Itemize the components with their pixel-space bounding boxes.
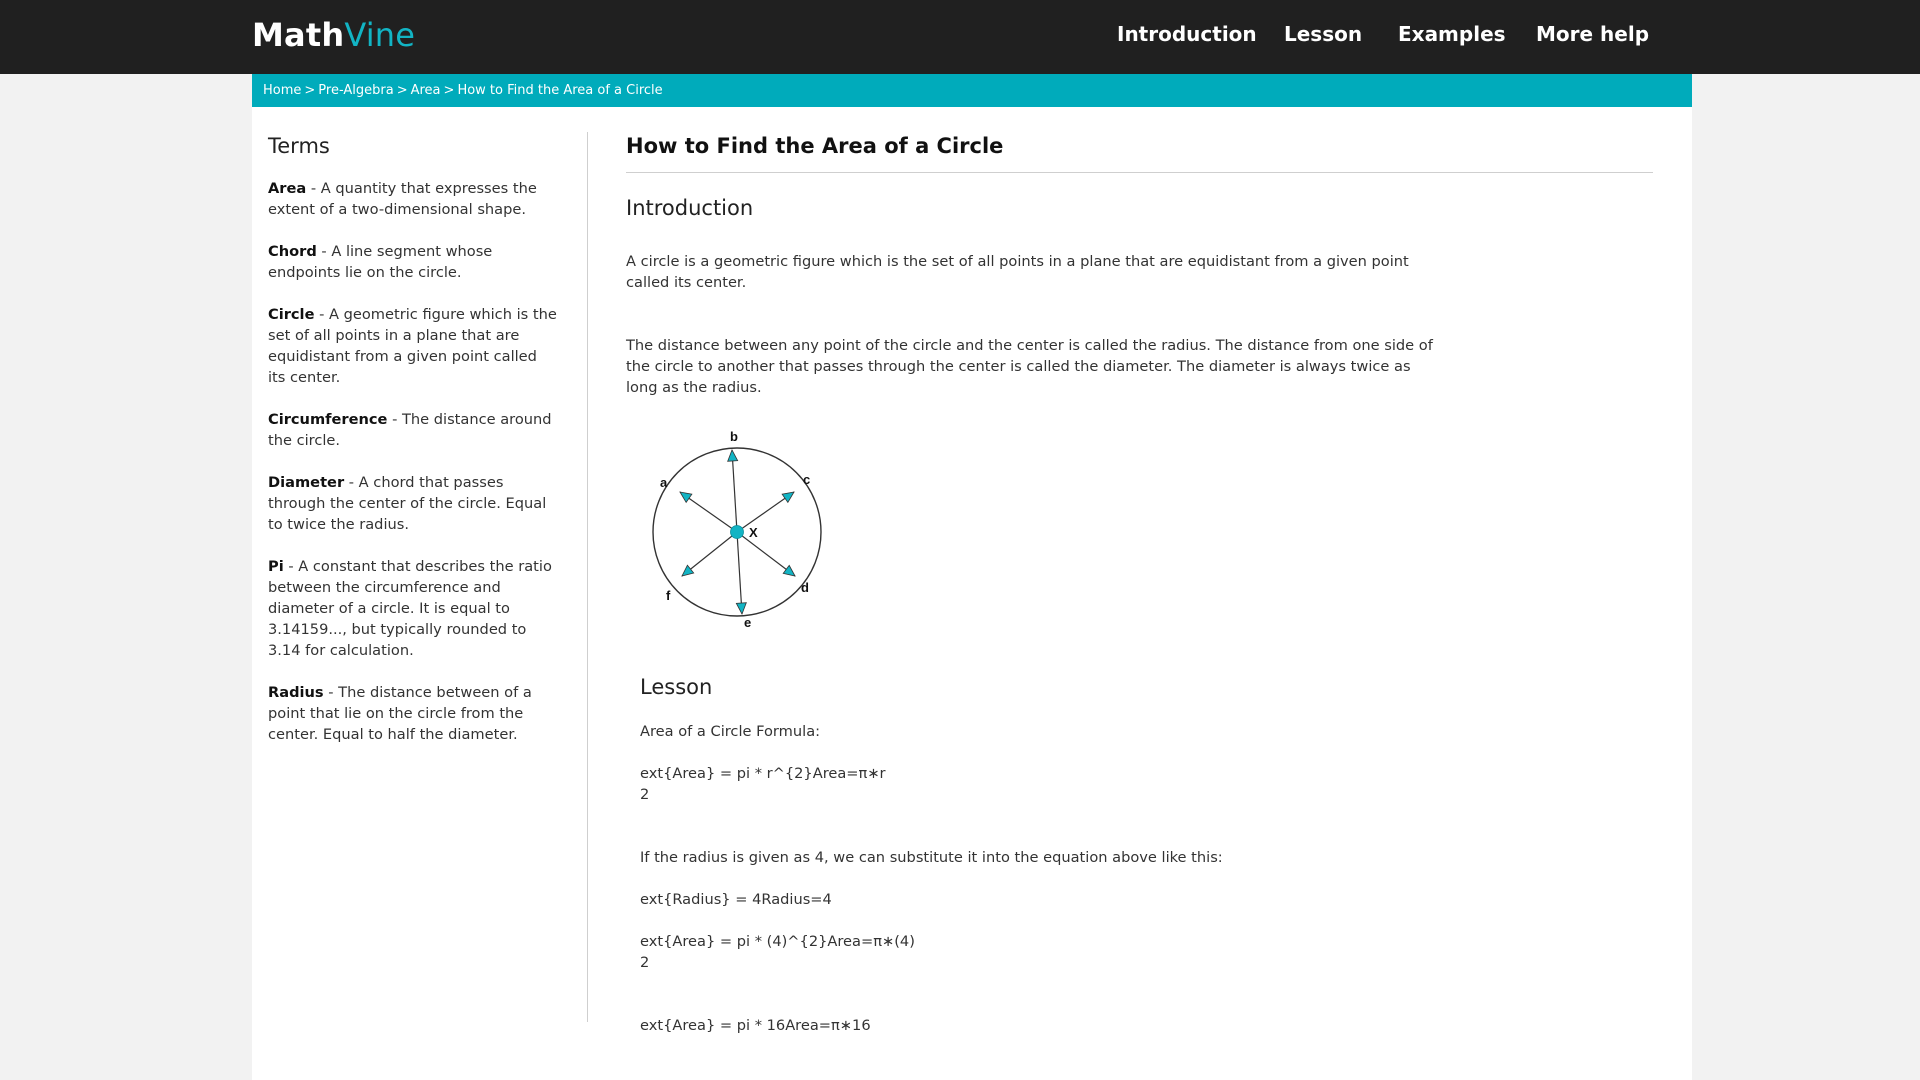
term-diameter bbox=[268, 472, 558, 535]
term-definition: - A quantity that expresses the extent of a two-dimensional shape. bbox=[268, 180, 537, 218]
area-equation-3: ext{Area} = pi * 16Area=π∗16 bbox=[640, 1017, 871, 1034]
arrowhead-f-icon bbox=[679, 565, 694, 580]
arrowhead-a-icon bbox=[677, 488, 692, 503]
term-radius bbox=[268, 682, 558, 745]
breadcrumb-separator: > bbox=[396, 83, 408, 98]
label-c: c bbox=[803, 472, 811, 487]
title-divider bbox=[626, 172, 1653, 173]
term-definition: - The distance around the circle. bbox=[268, 411, 552, 449]
content-container bbox=[252, 74, 1692, 1080]
main-content bbox=[626, 134, 1656, 1034]
label-f: f bbox=[666, 588, 671, 603]
term-name: Chord bbox=[268, 243, 317, 260]
sidebar-title: Terms bbox=[268, 134, 330, 158]
terms-sidebar bbox=[268, 134, 558, 766]
column-divider bbox=[587, 132, 588, 1022]
radius-equation: ext{Radius} = 4Radius=4 bbox=[640, 891, 832, 908]
term-area bbox=[268, 178, 558, 220]
term-definition: - The distance between of a point that lie on the circle from the center. Equal to half the diameter. bbox=[268, 684, 532, 743]
radius-line-e bbox=[737, 532, 742, 614]
term-name: Diameter bbox=[268, 474, 345, 491]
area-equation-2: ext{Area} = pi * (4)^{2}Area=π∗(4) bbox=[640, 933, 915, 950]
arrowhead-c-icon bbox=[782, 488, 797, 503]
substitute-text: If the radius is given as 4, we can substitute it into the equation above like this: bbox=[640, 849, 1223, 866]
term-pi bbox=[268, 556, 558, 661]
circle-radius-diagram bbox=[640, 426, 840, 646]
label-e: e bbox=[744, 615, 752, 630]
term-name: Radius bbox=[268, 684, 324, 701]
breadcrumb bbox=[252, 74, 1692, 107]
breadcrumb-current[interactable]: How to Find the Area of a Circle bbox=[457, 83, 663, 98]
top-navigation-bar bbox=[0, 0, 1920, 74]
term-definition: - A constant that describes the ratio between the circumference and diameter of a circle. It is equal to 3.14159..., but typically rounded to 3.14 for calculation. bbox=[268, 558, 552, 659]
formula-line: ext{Area} = pi * r^{2}Area=π∗r bbox=[640, 765, 886, 782]
arrowhead-d-icon bbox=[783, 565, 798, 580]
term-circumference bbox=[268, 409, 558, 451]
term-name: Circumference bbox=[268, 411, 388, 428]
term-name: Pi bbox=[268, 558, 284, 575]
label-a: a bbox=[660, 475, 668, 490]
breadcrumb-separator: > bbox=[443, 83, 455, 98]
arrowhead-e-icon bbox=[736, 603, 747, 615]
logo-accent-text: Vine bbox=[344, 16, 416, 54]
label-x: X bbox=[749, 525, 758, 540]
term-definition: - A geometric figure which is the set of all points in a plane that are equidistant from a given point called its center. bbox=[268, 306, 557, 386]
page-title: How to Find the Area of a Circle bbox=[626, 134, 1004, 158]
term-definition: - A chord that passes through the center of the circle. Equal to twice the radius. bbox=[268, 474, 547, 533]
main-nav bbox=[0, 22, 1920, 52]
breadcrumb-area[interactable]: Area bbox=[410, 83, 441, 98]
intro-paragraph-2: The distance between any point of the circle and the center is called the radius. The distance from one side of the circle to another that passes through the center is called the diameter. The diameter is always twice as long as the radius. bbox=[626, 337, 1433, 396]
nav-lesson[interactable]: Lesson bbox=[1284, 22, 1363, 46]
term-circle bbox=[268, 304, 558, 388]
intro-paragraph-1: A circle is a geometric figure which is the set of all points in a plane that are equidistant from a given point called its center. bbox=[626, 253, 1409, 291]
nav-more-help[interactable]: More help bbox=[1536, 22, 1650, 46]
label-d: d bbox=[801, 580, 809, 595]
introduction-heading: Introduction bbox=[626, 196, 754, 220]
radius-line-b bbox=[732, 450, 737, 532]
label-b: b bbox=[730, 429, 738, 444]
formula-exponent: 2 bbox=[640, 786, 650, 803]
formula-label: Area of a Circle Formula: bbox=[640, 723, 821, 740]
term-name: Area bbox=[268, 180, 307, 197]
logo-primary-text: Math bbox=[252, 16, 345, 54]
breadcrumb-home[interactable]: Home bbox=[263, 83, 302, 98]
arrowhead-b-icon bbox=[727, 450, 738, 462]
nav-introduction[interactable]: Introduction bbox=[1117, 22, 1257, 46]
lesson-heading: Lesson bbox=[640, 675, 713, 699]
breadcrumb-separator: > bbox=[304, 83, 316, 98]
center-point-icon bbox=[731, 526, 744, 539]
term-chord bbox=[268, 241, 558, 283]
breadcrumb-pre-algebra[interactable]: Pre-Algebra bbox=[318, 83, 394, 98]
area-equation-2-exponent: 2 bbox=[640, 954, 650, 971]
nav-examples[interactable]: Examples bbox=[1398, 22, 1506, 46]
term-name: Circle bbox=[268, 306, 315, 323]
term-definition: - A line segment whose endpoints lie on the circle. bbox=[268, 243, 493, 281]
